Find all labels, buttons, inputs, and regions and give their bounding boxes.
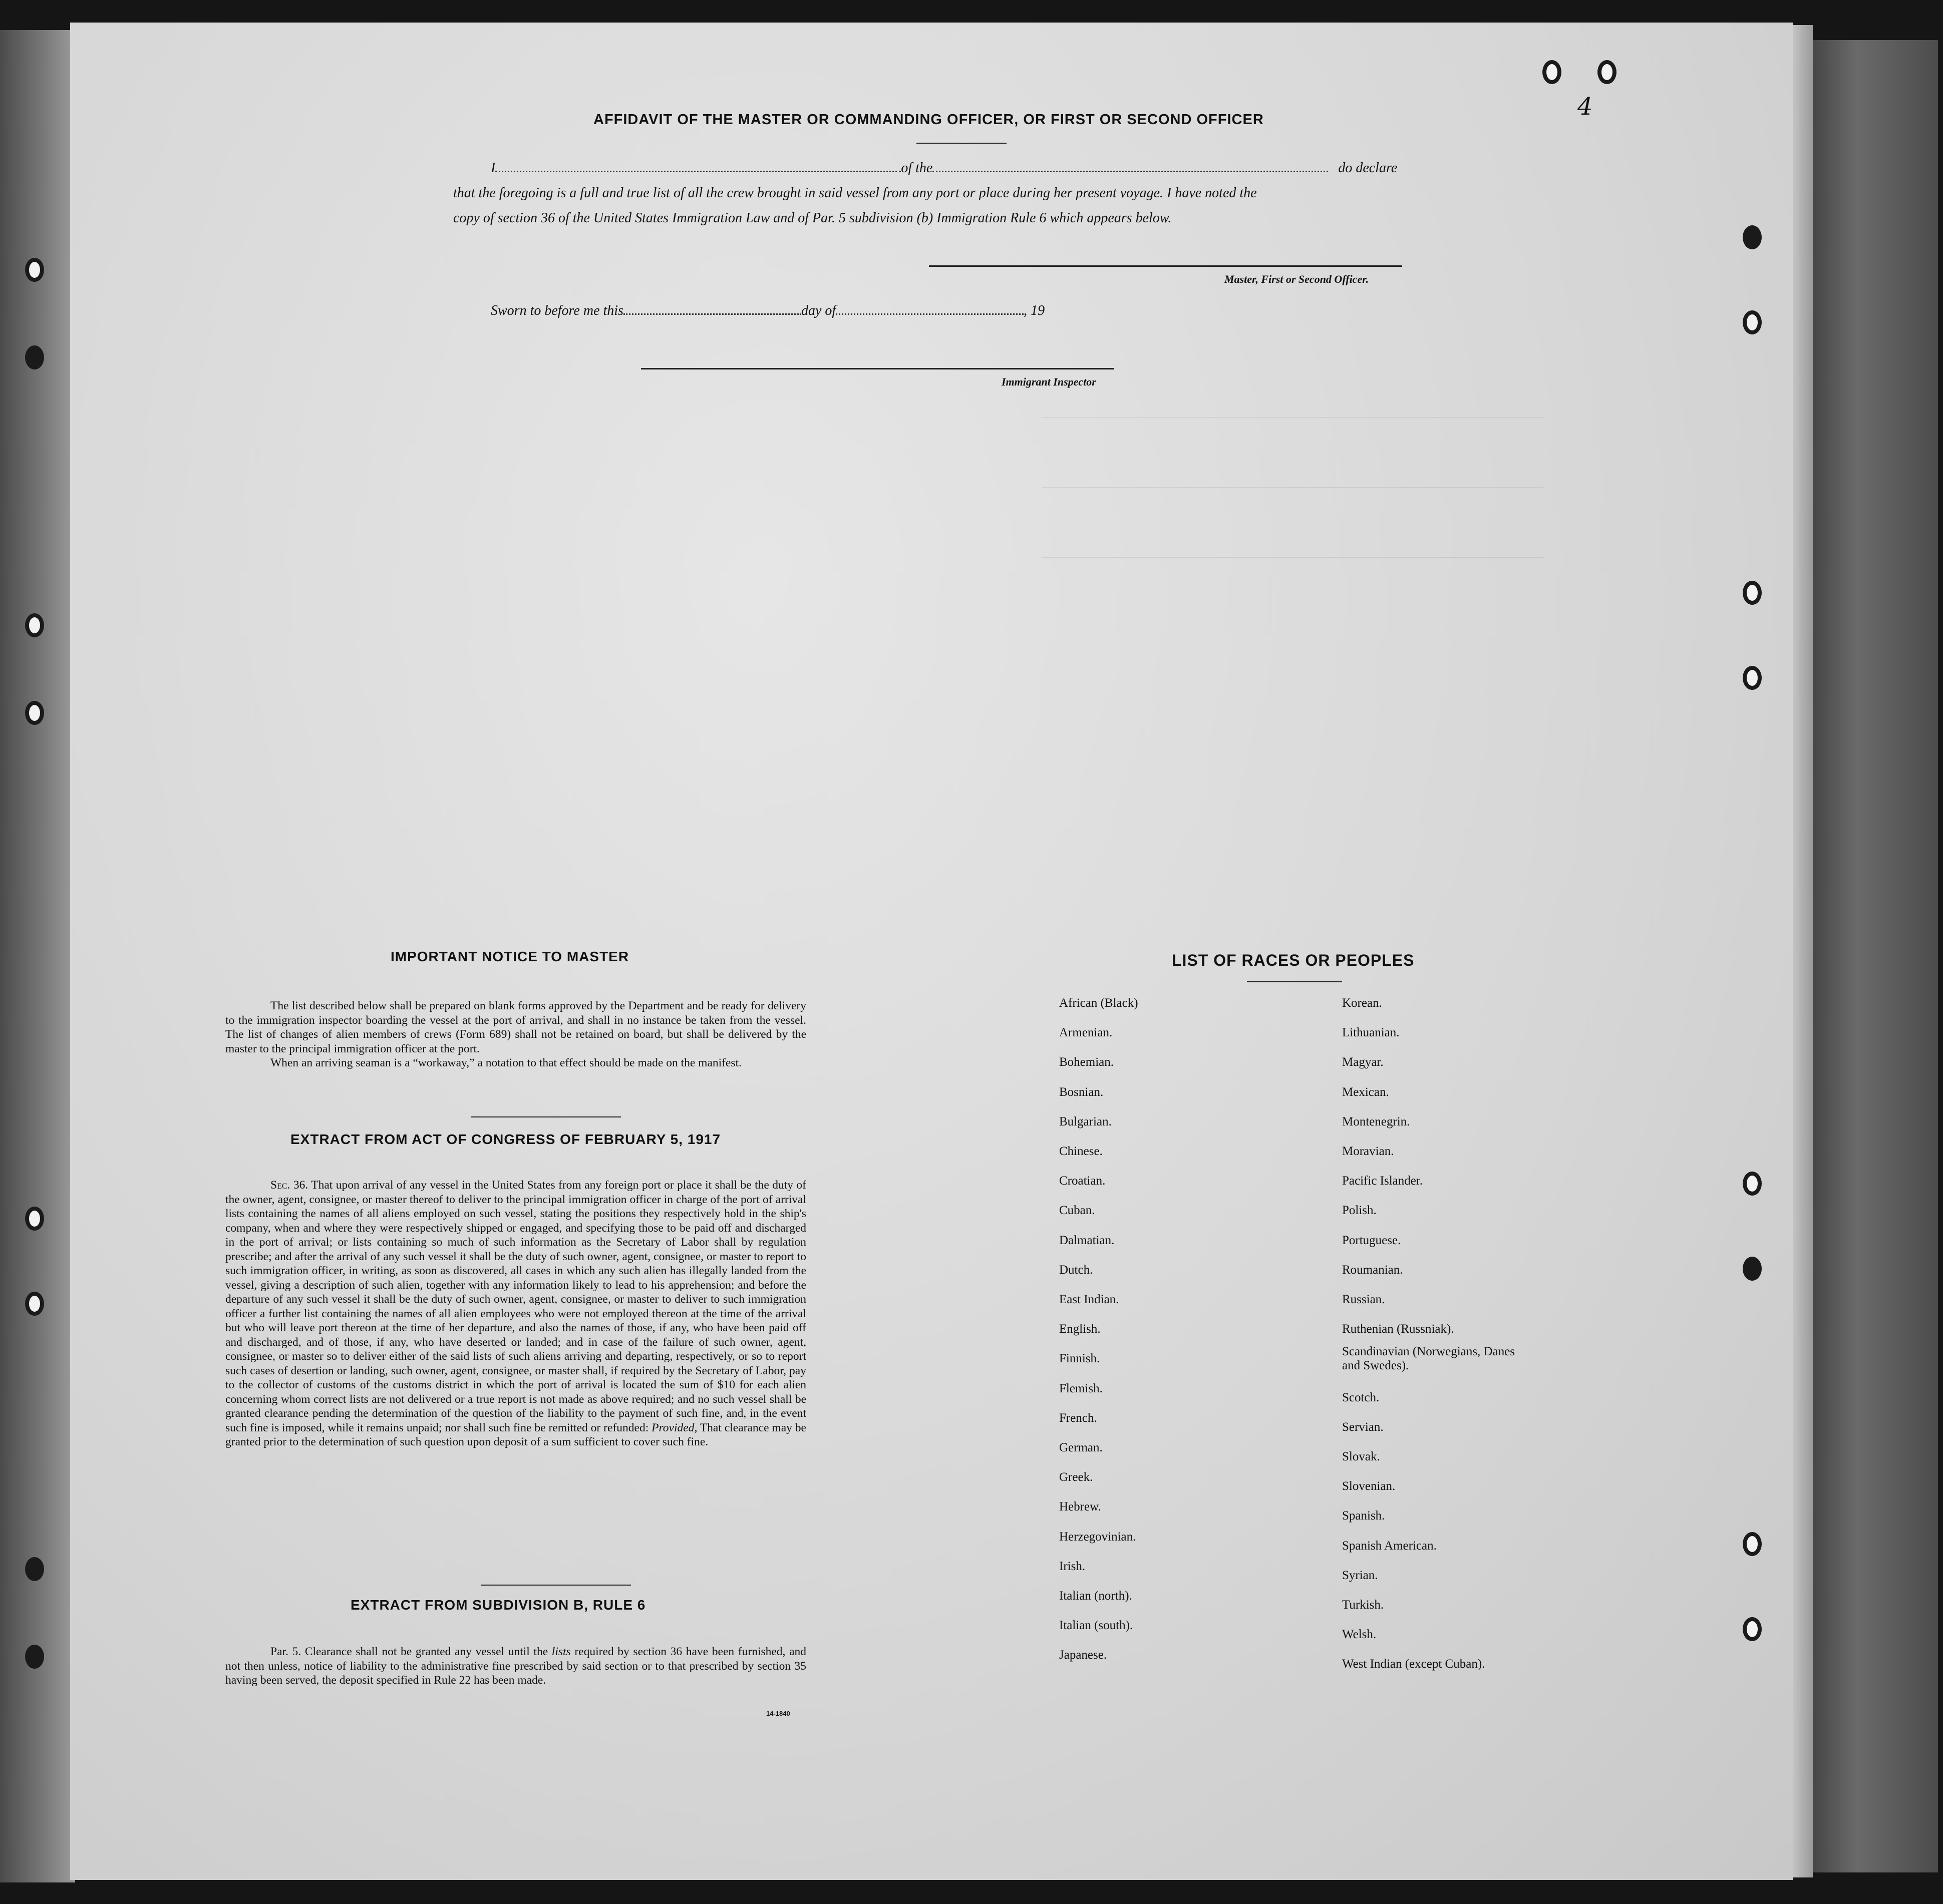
- race-item: Chinese.: [1059, 1145, 1103, 1158]
- binder-hole: [1743, 1617, 1762, 1641]
- race-item: Russian.: [1342, 1293, 1385, 1306]
- race-item: Japanese.: [1059, 1648, 1107, 1662]
- sworn-day-of: day of: [801, 303, 836, 318]
- binder-hole: [1743, 581, 1762, 605]
- rule-text-start: Par. 5. Clearance shall not be granted any vessel until the: [270, 1645, 548, 1658]
- sworn-year: , 19: [1024, 303, 1045, 318]
- lists-word: lists: [551, 1645, 571, 1658]
- section-text-end: That clearance may be granted prior to the determination of such question upon deposit of a sum sufficient to cover such fine.: [225, 1421, 806, 1448]
- race-item: Slovak.: [1342, 1450, 1380, 1463]
- master-name-field[interactable]: [495, 171, 901, 172]
- race-item: Croatian.: [1059, 1174, 1106, 1188]
- manifest-page: [70, 23, 1793, 1880]
- race-item: Moravian.: [1342, 1145, 1394, 1158]
- race-item: Pacific Islander.: [1342, 1174, 1423, 1188]
- binder-right-edge: [1803, 40, 1938, 1872]
- race-item: Cuban.: [1059, 1204, 1095, 1218]
- binder-hole: [1743, 1257, 1762, 1281]
- race-item: German.: [1059, 1441, 1103, 1454]
- race-item: Ruthenian (Russniak).: [1342, 1322, 1454, 1336]
- binder-hole: [25, 1645, 44, 1669]
- title-rule: [916, 143, 1007, 144]
- race-item: Flemish.: [1059, 1381, 1103, 1395]
- race-item: Finnish.: [1059, 1352, 1100, 1366]
- bleed-through-text: ________________________________________________________________: [1042, 473, 1543, 488]
- race-item: Bulgarian.: [1059, 1114, 1112, 1128]
- race-item: English.: [1059, 1322, 1101, 1336]
- notice-paragraph-2: When an arriving seaman is a “workaway,” a notation to that effect should be made on the manifest.: [270, 1056, 742, 1069]
- binder-hole: [25, 345, 44, 369]
- binder-hole: [25, 258, 44, 282]
- race-item: Irish.: [1059, 1559, 1086, 1573]
- act-section-36: [225, 1178, 806, 1449]
- races-title: LIST OF RACES OR PEOPLES: [1172, 951, 1415, 969]
- affidavit-line-3: copy of section 36 of the United States Immigration Law and of Par. 5 subdivision (b) Immigration Rule 6 which appears below.: [453, 210, 1172, 226]
- binder-hole: [1743, 1532, 1762, 1556]
- act-extract-title: EXTRACT FROM ACT OF CONGRESS OF FEBRUARY 5, 1917: [290, 1131, 721, 1147]
- notice-body: [225, 999, 806, 1070]
- race-item: Greek.: [1059, 1470, 1093, 1484]
- race-item: Portuguese.: [1342, 1233, 1401, 1247]
- race-item: Spanish.: [1342, 1509, 1385, 1523]
- races-title-rule: [1247, 981, 1342, 982]
- notice-paragraph-1: The list described below shall be prepared on blank forms approved by the Department and be ready for delivery to the immigration inspector boarding the vessel at the port of arrival, and shall in no instance be taken from the vessel. The list of changes of alien members of crews (Form 689) shall not be retained on board, but shall be delivered by the master to the principal immigration officer at the port.: [225, 999, 806, 1055]
- binder-hole: [25, 1557, 44, 1581]
- race-item: Armenian.: [1059, 1026, 1113, 1040]
- binder-hole: [25, 1207, 44, 1231]
- race-item: Mexican.: [1342, 1085, 1389, 1099]
- race-item: Bosnian.: [1059, 1085, 1104, 1099]
- race-item: Welsh.: [1342, 1628, 1377, 1642]
- race-item: East Indian.: [1059, 1293, 1119, 1306]
- handwritten-page-number: 4: [1577, 93, 1593, 121]
- section-text: That upon arrival of any vessel in the United States from any foreign port or place it shall be the duty of the owner, agent, consignee, or master thereof to deliver to the principal immigration officer in charge of the port of arrival lists containing the names of all aliens employed on such vessel, stating the positions they respectively hold in the ship's company, when and where they were respectively shipped or engaged, and specifying those to be paid off and discharged in the port of arrival; or lists containing so much of such information as the Secretary of Labor shall by regulation prescribe; and after the arrival of any such vessel it shall be the duty of such owner, agent, consignee, or master to report to such immigration officer, in writing, as soon as discovered, all cases in which any such alien has illegally landed from the vessel, giving a description of such alien, together with any information likely to lead to his apprehension; and before the departure of any such vessel it shall be the duty of such owner, agent, consignee, or master to deliver to such immigration officer a further list containing the names of all alien employees who were not employed thereon at the time of the arrival but who will leave port thereon at the time of her departure, and also the names of those, if any, who have been paid off and discharged, and of those, if any, who have deserted or landed; and in case of the failure of such owner, agent, consignee, or master so to deliver either of the said lists of such aliens arriving and departing, respectively, or so to report such cases of desertion or landing, such owner, agent, consignee, or master shall, if required by the Secretary of Labor, pay to the collector of customs of the customs district in which the port of arrival is located the sum of $10 for each alien concerning whom correct lists are not delivered or a true report is not made as above required; and no such vessel shall be granted clearance pending the determination of the question of the liability to the payment of such fine, and, in the event such fine is imposed, while it remains unpaid; nor shall such fine be remitted or refunded:: [225, 1179, 807, 1434]
- rule-extract-title: EXTRACT FROM SUBDIVISION B, RULE 6: [351, 1597, 646, 1613]
- race-item: African (Black): [1059, 996, 1138, 1010]
- binder-hole: [25, 1292, 44, 1316]
- affidavit-title: AFFIDAVIT OF THE MASTER OR COMMANDING OFFICER, OR FIRST OR SECOND OFFICER: [593, 112, 1264, 128]
- provided-word: Provided,: [652, 1421, 698, 1434]
- race-item: Dutch.: [1059, 1263, 1093, 1277]
- race-item: Slovenian.: [1342, 1479, 1396, 1493]
- race-item: Turkish.: [1342, 1598, 1384, 1612]
- race-item: Syrian.: [1342, 1568, 1378, 1582]
- race-item: Scandinavian (Norwegians, Danes and Swedes).: [1342, 1345, 1515, 1373]
- race-item: Bohemian.: [1059, 1055, 1114, 1069]
- race-item: Lithuanian.: [1342, 1026, 1400, 1040]
- race-item: Servian.: [1342, 1420, 1384, 1434]
- section-rule: [481, 1585, 631, 1586]
- inspector-label: Immigrant Inspector: [1002, 375, 1096, 388]
- binder-hole: [25, 613, 44, 637]
- bleed-through-text: ________________________________________________________________: [1042, 403, 1543, 418]
- vessel-name-field[interactable]: [932, 171, 1328, 172]
- race-item: Dalmatian.: [1059, 1233, 1115, 1247]
- master-signature-label: Master, First or Second Officer.: [1224, 273, 1369, 285]
- affidavit-do-declare: do declare: [1338, 160, 1398, 176]
- rule-extract-body: [225, 1645, 806, 1688]
- affidavit-of-the: of the: [901, 160, 933, 176]
- race-item: Spanish American.: [1342, 1539, 1437, 1553]
- race-item: Montenegrin.: [1342, 1114, 1410, 1128]
- race-item: Scotch.: [1342, 1390, 1380, 1404]
- form-number: 14-1840: [766, 1710, 790, 1717]
- race-item: West Indian (except Cuban).: [1342, 1657, 1485, 1671]
- sworn-prefix: Sworn to before me this: [491, 303, 623, 318]
- act-extract-body: [225, 1178, 806, 1449]
- affidavit-declaration-line: [491, 160, 1397, 176]
- rule-text-end: required by section 36 have been furnished, and not then unless, notice of liability to the administrative fine prescribed by said section or to that prescribed by section 35 having been served, the deposit specified in Rule 22 has been made.: [225, 1645, 807, 1687]
- sworn-month-field[interactable]: [836, 313, 1024, 315]
- inspector-signature-line[interactable]: [641, 368, 1114, 369]
- binder-hole: [1743, 225, 1762, 249]
- race-item: Italian (north).: [1059, 1589, 1132, 1603]
- bleed-through-text: ________________________________________________________________: [1042, 543, 1543, 558]
- rule-paragraph-5: [225, 1645, 806, 1688]
- binder-hole: [1743, 1172, 1762, 1196]
- sworn-day-field[interactable]: [623, 313, 801, 315]
- binder-hole: [1597, 60, 1616, 84]
- race-item: Hebrew.: [1059, 1500, 1101, 1514]
- binder-left-edge: [0, 30, 75, 1882]
- race-item: Herzegovinian.: [1059, 1530, 1136, 1544]
- affidavit-i: I: [491, 160, 496, 176]
- master-signature-line[interactable]: [929, 265, 1402, 267]
- race-item: French.: [1059, 1411, 1097, 1425]
- race-item: Italian (south).: [1059, 1619, 1133, 1633]
- section-rule: [471, 1116, 621, 1117]
- race-item: Polish.: [1342, 1204, 1377, 1218]
- binder-hole: [1743, 666, 1762, 690]
- notice-title: IMPORTANT NOTICE TO MASTER: [391, 949, 629, 964]
- binder-hole: [1542, 60, 1561, 84]
- section-label: Sec. 36.: [270, 1179, 308, 1192]
- race-item: Korean.: [1342, 996, 1382, 1010]
- race-item: Magyar.: [1342, 1055, 1384, 1069]
- sworn-line: [491, 303, 1045, 319]
- binder-hole: [25, 701, 44, 725]
- binder-hole: [1743, 310, 1762, 334]
- affidavit-line-2: that the foregoing is a full and true list of all the crew brought in said vessel from any port or place during her present voyage. I have noted the: [453, 185, 1257, 201]
- race-item: Roumanian.: [1342, 1263, 1403, 1277]
